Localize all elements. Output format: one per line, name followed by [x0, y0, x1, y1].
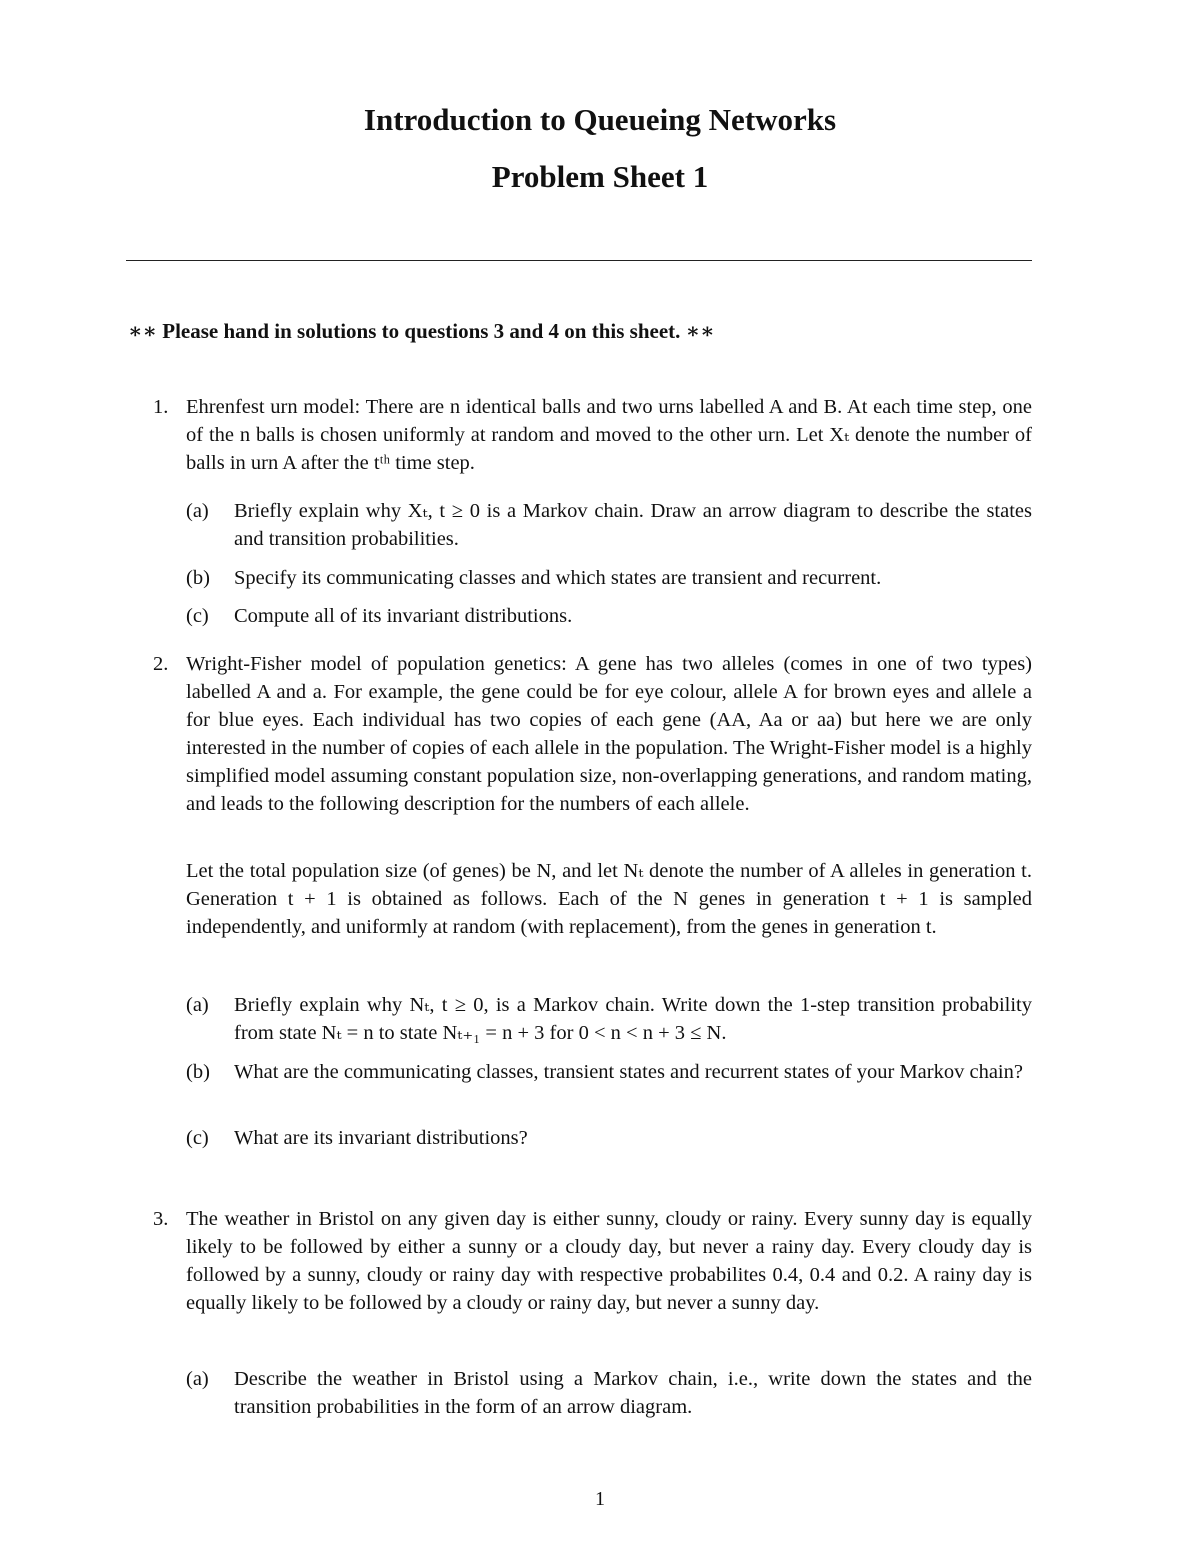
question-2-paragraph-2: Let the total population size (of genes) be N, and let Nₜ denote the number of A alleles in generation t. Generation t + 1 is obtained as follows. Each of the N genes in generation t + 1 is sampled independently, and uniformly at random (with replacement), from the genes in generation t.: [186, 860, 1032, 938]
question-2-part-a: [186, 991, 1032, 1047]
part-text: Briefly explain why Nₜ, t ≥ 0, is a Markov chain. Write down the 1-step transition probability from state Nₜ = n to state Nₜ₊₁ = n + 3 for 0 < n < n + 3 ≤ N.: [234, 994, 1032, 1044]
question-2-part-c: [186, 1124, 1032, 1152]
part-text: Specify its communicating classes and which states are transient and recurrent.: [234, 567, 882, 589]
part-label: (b): [186, 1061, 210, 1083]
document-title: Introduction to Queueing Networks: [363, 102, 837, 137]
question-2-number: 2.: [153, 653, 169, 675]
question-1-part-c: [186, 602, 1032, 630]
question-2-part-b: [186, 1058, 1032, 1086]
question-2-paragraph-1: Wright-Fisher model of population genetics: A gene has two alleles (comes in one of two types) labelled A and a. For example, the gene could be for eye colour, allele A for brown eyes and allele a for blue eyes. Each individual has two copies of each gene (AA, Aa or aa) but here we are only interested in the number of copies of each allele in the population. The Wright-Fisher model is a highly simplified model assuming constant population size, non-overlapping generations, and random mating, and leads to the following description for the numbers of each allele.: [186, 653, 1032, 815]
part-label: (c): [186, 1127, 209, 1149]
question-3-number: 3.: [153, 1208, 169, 1230]
document-subtitle: Problem Sheet 1: [491, 159, 709, 194]
part-text: What are its invariant distributions?: [234, 1127, 528, 1149]
page-number: 1: [595, 1488, 605, 1510]
question-2-text-2: [186, 857, 1032, 941]
part-label: (c): [186, 605, 209, 627]
part-label: (a): [186, 994, 209, 1016]
question-3-text: [186, 1205, 1032, 1317]
part-text: Briefly explain why Xₜ, t ≥ 0 is a Markov chain. Draw an arrow diagram to describe the states and transition probabilities.: [234, 500, 1032, 550]
question-3-paragraph: The weather in Bristol on any given day is either sunny, cloudy or rainy. Every sunny day is equally likely to be followed by either a sunny or a cloudy day, but never a rainy day. Every cloudy day is followed by a sunny, cloudy or rainy day with respective probabilites 0.4, 0.4 and 0.2. A rainy day is equally likely to be followed by a cloudy or rainy day, but never a sunny day.: [186, 1208, 1032, 1314]
horizontal-rule: [126, 260, 1032, 261]
part-text: Compute all of its invariant distributions.: [234, 605, 573, 627]
part-text: Describe the weather in Bristol using a Markov chain, i.e., write down the states and the transition probabilities in the form of an arrow diagram.: [234, 1368, 1032, 1418]
question-2-text: [186, 650, 1032, 818]
question-1-number: 1.: [153, 396, 169, 418]
question-1-part-b: [186, 564, 1032, 592]
part-label: (b): [186, 567, 210, 589]
question-3-part-a: [186, 1365, 1032, 1421]
question-1-text: [186, 393, 1032, 477]
question-1-part-a: [186, 497, 1032, 553]
hand-in-note: ∗∗ Please hand in solutions to questions 3 and 4 on this sheet. ∗∗: [128, 319, 715, 343]
question-1-paragraph: Ehrenfest urn model: There are n identical balls and two urns labelled A and B. At each time step, one of the n balls is chosen uniformly at random and moved to the other urn. Let Xₜ denote the number of balls in urn A after the tᵗʰ time step.: [186, 396, 1032, 474]
part-text: What are the communicating classes, transient states and recurrent states of your Markov chain?: [234, 1061, 1023, 1083]
part-label: (a): [186, 500, 209, 522]
part-label: (a): [186, 1368, 209, 1390]
